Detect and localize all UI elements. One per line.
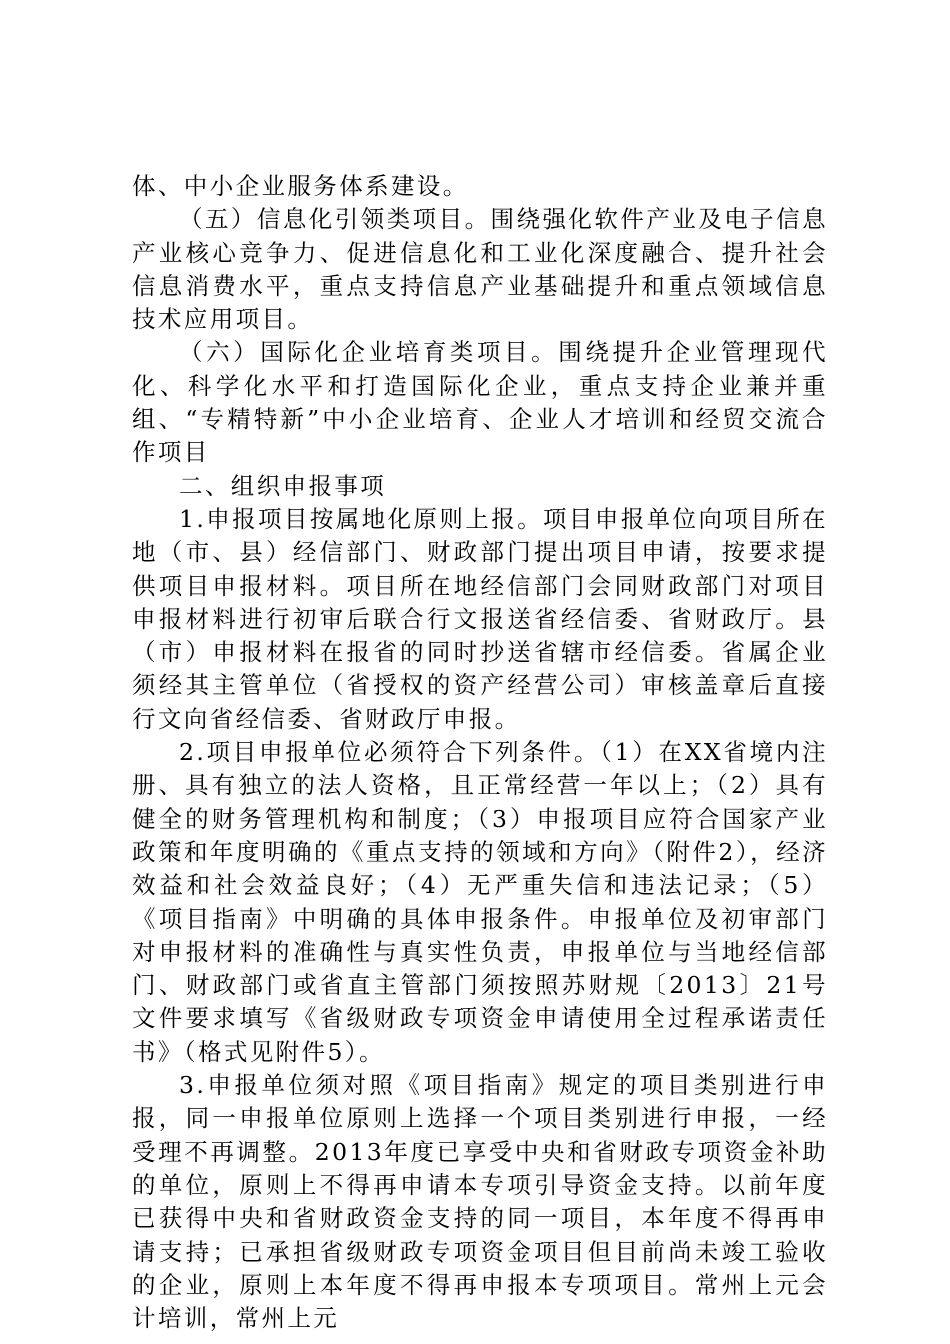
paragraph-rule-2: 2.项目申报单位必须符合下列条件。（1）在XX省境内注册、具有独立的法人资格，且正常经营一年以上；（2）具有健全的财务管理机构和制度；（3）申报项目应符合国家产业政策和年度明确的《重点支持的领域和方向》（附件2），经济效益和社会效益良好；（4）无严重失信和违法记录；（5）《项目指南》中明确的具体申报条件。申报单位及初审部门对申报材料的准确性与真实性负责，申报单位与当地经信部门、财政部门或省直主管部门须按照苏财规〔2013〕21号文件要求填写《省级财政专项资金申请使用全过程承诺责任书》（格式见附件5）。 bbox=[132, 738, 828, 1066]
paragraph-continuation: 体、中小企业服务体系建设。 bbox=[132, 172, 469, 200]
section-heading-application-matters: 二、组织申报事项 bbox=[179, 471, 387, 500]
paragraph-item-5-informatization: （五）信息化引领类项目。围绕强化软件产业及电子信息产业核心竞争力、促进信息化和工业化深度融合、提升社会信息消费水平，重点支持信息产业基础提升和重点领域信息技术应用项目。 bbox=[132, 205, 828, 334]
paragraph-rule-3: 3.申报单位须对照《项目指南》规定的项目类别进行申报，同一申报单位原则上选择一个项目类别进行申报，一经受理不再调整。2013年度已享受中央和省财政专项资金补助的单位，原则上不得再申请本专项引导资金支持。以前年度已获得中央和省财政资金支持的同一项目，本年度不得再申请支持；已承担省级财政专项资金项目但目前尚未竣工验收的企业，原则上本年度不得再申报本专项项目。常州上元会计培训，常州上元 bbox=[132, 1071, 828, 1333]
document-body bbox=[132, 170, 828, 1335]
paragraph-rule-1: 1.申报项目按属地化原则上报。项目申报单位向项目所在地（市、县）经信部门、财政部门提出项目申请，按要求提供项目申报材料。项目所在地经信部门会同财政部门对项目申报材料进行初审后联合行文报送省经信委、省财政厅。县（市）申报材料在报省的同时抄送省辖市经信委。省属企业须经其主管单位（省授权的资产经营公司）审核盖章后直接行文向省经信委、省财政厅申报。 bbox=[132, 504, 828, 733]
paragraph-item-6-internationalization: （六）国际化企业培育类项目。围绕提升企业管理现代化、科学化水平和打造国际化企业，重点支持企业兼并重组、“专精特新”中小企业培育、企业人才培训和经贸交流合作项目 bbox=[132, 338, 828, 467]
